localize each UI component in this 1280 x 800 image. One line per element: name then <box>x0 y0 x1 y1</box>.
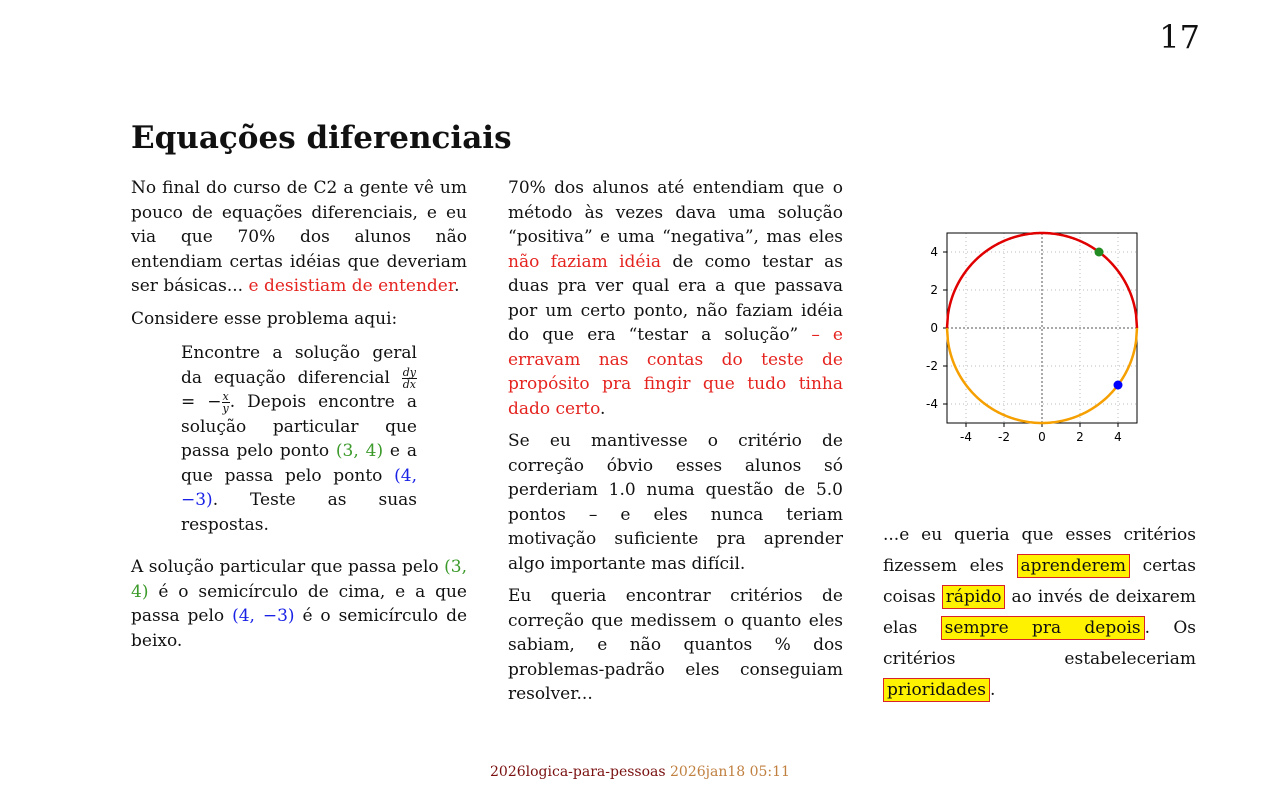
fraction-x-y: $\frac{x}{y}$ <box>222 390 229 415</box>
priorities-paragraph: ...e eu queria que esses critérios fizessem eles aprenderem certas coisas rápido ao invés de deixarem elas sempre pra depois . Os critérios estabeleceriam prioridades . <box>883 525 1196 700</box>
intro-paragraph: No final do curso de C2 a gente vê um pouco de equações diferenciais, e eu via que 70% dos alunos não entendiam certas idéias que deveriam ser básicas... e desistiam de entender. <box>131 178 467 296</box>
students-paragraph: 70% dos alunos até entendiam que o método às vezes dava uma solução “positiva” e uma “negativa”, mas eles não faziam idéia de como testar as duas pra ver qual era a que passava por um certo ponto, não faziam idéia do que era “testar a solução” – e erravam nas contas do teste de propósito pra fingir que tudo tinha dado certo. <box>508 178 843 419</box>
consider-paragraph: Considere esse problema aqui: <box>131 308 398 329</box>
footer <box>0 764 1280 780</box>
y-tick-label: 0 <box>930 321 938 335</box>
criterion-paragraph: Se eu mantivesse o critério de correção óbvio esses alunos só perderiam 1.0 numa questão de 5.0 pontos – e eles nunca teriam motivação suficiente pra aprender algo importante mas difícil. <box>508 431 843 574</box>
y-tick-label: 2 <box>930 283 938 297</box>
circle-chart <box>912 222 1152 462</box>
y-tick-label: -4 <box>926 397 938 411</box>
footer-date: 2026jan18 05:11 <box>670 764 790 780</box>
problem-statement: Encontre a solução geral da equação diferencial $\frac{dy}{dx}$ = − $\frac{x}{y}$ . Depois encontre a solução particular que passa pelo ponto (3, 4) e a que passa pelo ponto (4, −3). Teste as suas respostas. <box>181 343 417 535</box>
highlight-sempre-pra-depois: sempre pra depois <box>941 616 1145 640</box>
footer-project: 2026logica-para-pessoas <box>490 764 666 780</box>
x-tick-label: 2 <box>1076 430 1084 444</box>
x-tick-label: -4 <box>960 430 972 444</box>
fraction-dy-dx: $\frac{dy}{dx}$ <box>402 365 416 391</box>
point-marker <box>1095 248 1104 257</box>
page-number: 17 <box>1159 18 1200 56</box>
solution-paragraph: A solução particular que passa pelo (3, 4) é o semicírculo de cima, e a que passa pelo (4, −3) é o semicírculo de beixo. <box>131 557 468 651</box>
y-tick-label: -2 <box>926 359 938 373</box>
highlight-rapido: rápido <box>942 585 1006 609</box>
x-tick-label: 4 <box>1114 430 1122 444</box>
column-left <box>131 176 467 661</box>
x-tick-label: 0 <box>1038 430 1046 444</box>
column-middle <box>508 176 843 715</box>
y-tick-label: 4 <box>930 245 938 259</box>
column-right <box>883 520 1196 714</box>
goal-paragraph: Eu queria encontrar critérios de correção que medissem o quanto eles sabiam, e não quantos % dos problemas-padrão eles conseguiam resolver... <box>508 586 843 704</box>
point-marker <box>1114 381 1123 390</box>
highlight-prioridades: prioridades <box>883 678 990 702</box>
x-tick-label: -2 <box>998 430 1010 444</box>
highlight-aprenderem: aprenderem <box>1017 554 1130 578</box>
page-title: Equações diferenciais <box>131 120 512 156</box>
